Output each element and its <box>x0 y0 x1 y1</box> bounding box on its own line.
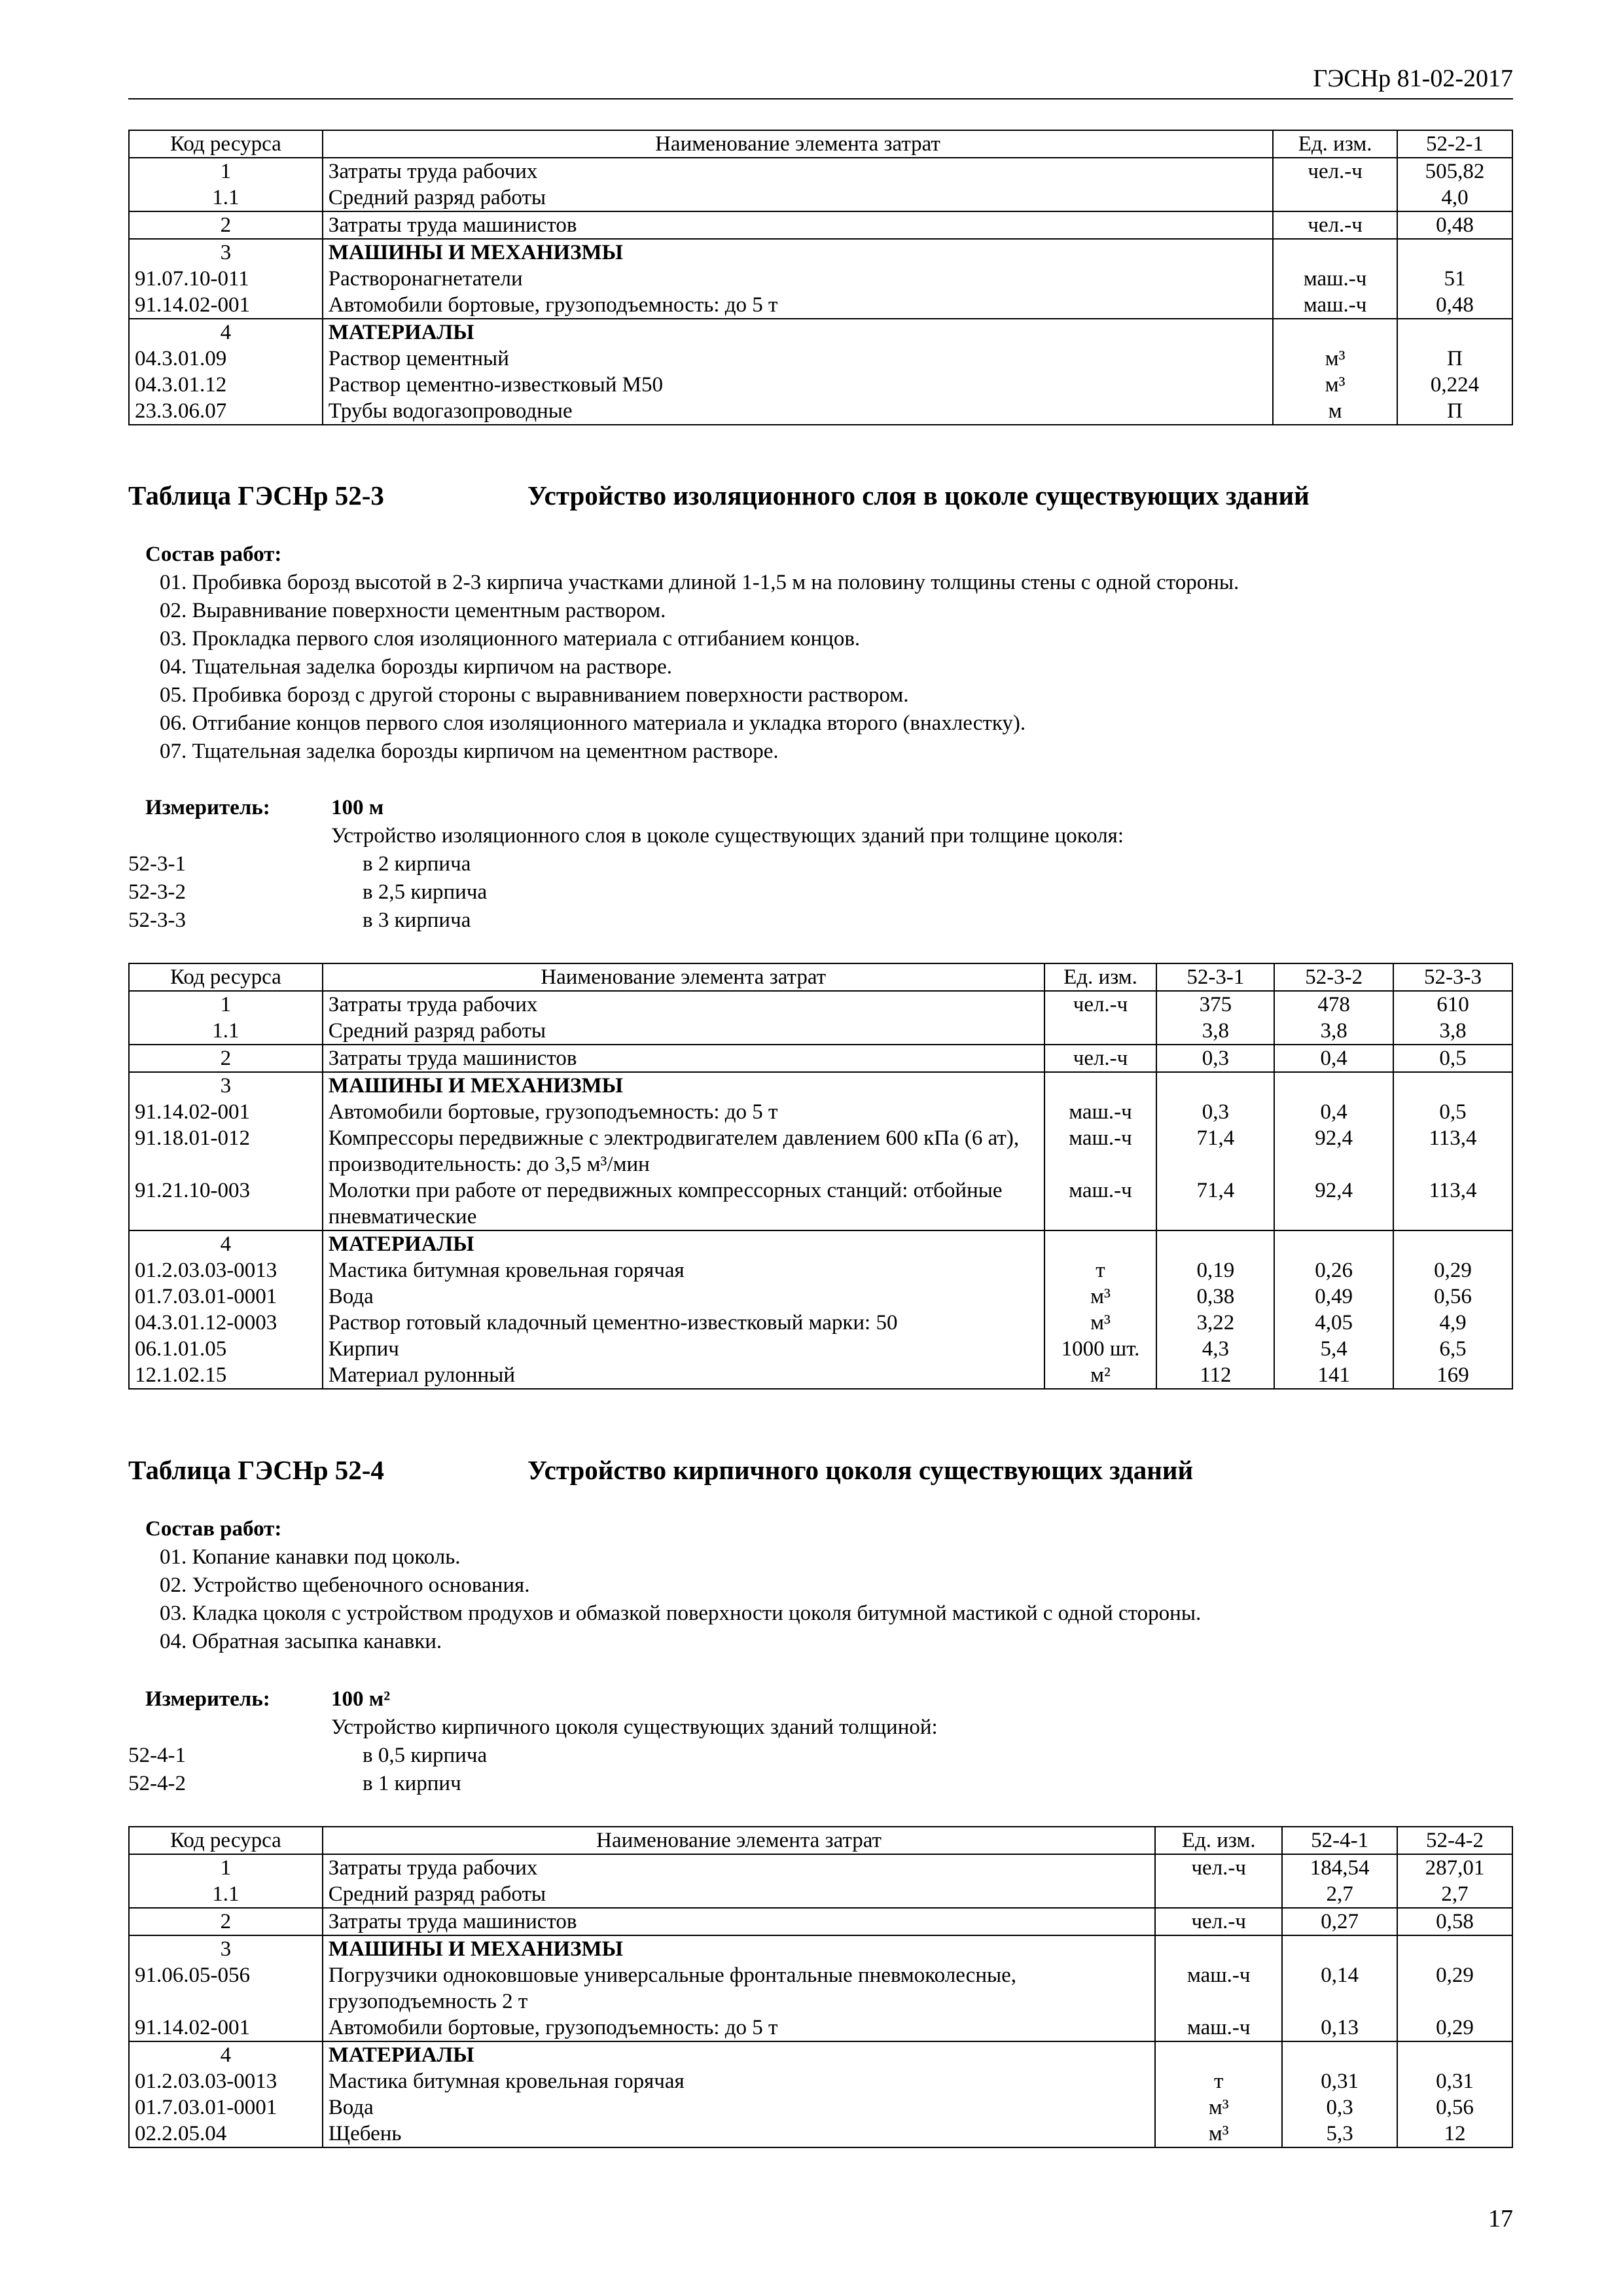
column-header: Ед. изм. <box>1044 963 1157 991</box>
resource-code: 91.18.01-012 <box>129 1125 323 1177</box>
column-header: Код ресурса <box>129 1827 323 1854</box>
variant-row <box>128 850 1513 878</box>
value-cell <box>1397 239 1512 266</box>
work-step: 02. Выравнивание поверхности цементным раствором. <box>160 599 666 622</box>
value-cell: 4,05 <box>1274 1310 1393 1336</box>
cost-element-name: Мастика битумная кровельная горячая <box>323 1257 1044 1283</box>
value-cell: 375 <box>1156 991 1274 1018</box>
value-cell: 0,48 <box>1397 211 1512 239</box>
unit-cell: м³ <box>1273 346 1397 372</box>
unit-cell <box>1044 1230 1157 1257</box>
cost-element-name: Растворонагнетатели <box>323 266 1273 292</box>
value-cell: 5,3 <box>1282 2121 1397 2147</box>
unit-cell: м³ <box>1044 1283 1157 1310</box>
work-step: 03. Прокладка первого слоя изоляционного материала с отгибанием концов. <box>160 627 861 651</box>
table-number: Таблица ГЭСНр 52-4 <box>128 1455 384 1485</box>
resource-code: 23.3.06.07 <box>129 398 323 425</box>
column-header: Ед. изм. <box>1155 1827 1282 1854</box>
column-header: Наименование элемента затрат <box>323 1827 1156 1854</box>
variant-text: в 3 кирпича <box>363 908 471 932</box>
value-cell: П <box>1397 398 1512 425</box>
unit-cell <box>1155 1935 1282 1962</box>
value-cell: 0,56 <box>1393 1283 1512 1310</box>
value-cell: 0,48 <box>1397 292 1512 319</box>
unit-cell: т <box>1155 2068 1282 2094</box>
resource-code: 06.1.01.05 <box>129 1336 323 1362</box>
value-cell <box>1282 1935 1397 1962</box>
unit-cell <box>1044 1018 1157 1045</box>
variant-code: 52-4-2 <box>128 1772 186 1795</box>
cost-element-name: Компрессоры передвижные с электродвигателем давлением 600 кПа (6 ат), производительность: до 3,5 м³/мин <box>323 1125 1044 1177</box>
table-row <box>129 211 1512 239</box>
value-cell: 0,3 <box>1282 2094 1397 2121</box>
value-cell: 478 <box>1274 991 1393 1018</box>
unit-cell <box>1273 319 1397 346</box>
page-number: 17 <box>1488 2205 1513 2233</box>
variant-text: в 1 кирпич <box>363 1772 461 1795</box>
variant-code: 52-3-3 <box>128 908 186 932</box>
column-header: Наименование элемента затрат <box>323 130 1273 158</box>
value-cell: 0,26 <box>1274 1257 1393 1283</box>
cost-element-name: Раствор цементный <box>323 346 1273 372</box>
cost-element-name: Затраты труда рабочих <box>323 1854 1156 1881</box>
resource-code: 01.7.03.01-0001 <box>129 1283 323 1310</box>
unit-cell <box>1273 239 1397 266</box>
resource-code: 12.1.02.15 <box>129 1362 323 1389</box>
value-cell: 505,82 <box>1397 158 1512 185</box>
meter-description: Устройство изоляционного слоя в цоколе существующих зданий при толщине цоколя: <box>331 824 1124 848</box>
value-cell: 3,8 <box>1393 1018 1512 1045</box>
resource-code: 04.3.01.12 <box>129 372 323 398</box>
value-cell: 0,13 <box>1282 2015 1397 2041</box>
value-cell: 0,224 <box>1397 372 1512 398</box>
resource-code: 2 <box>129 211 323 239</box>
value-cell: 0,56 <box>1397 2094 1512 2121</box>
column-header: Код ресурса <box>129 963 323 991</box>
unit-cell: чел.-ч <box>1155 1854 1282 1881</box>
work-composition-52-4 <box>145 1515 1201 1656</box>
cost-element-name: Щебень <box>323 2121 1156 2147</box>
table-row <box>129 1018 1512 1045</box>
value-cell <box>1156 1230 1274 1257</box>
table-row <box>129 2121 1512 2147</box>
column-header: Код ресурса <box>129 130 323 158</box>
value-cell: 0,31 <box>1282 2068 1397 2094</box>
column-header: 52-3-2 <box>1274 963 1393 991</box>
resource-code: 01.7.03.01-0001 <box>129 2094 323 2121</box>
value-cell: 4,9 <box>1393 1310 1512 1336</box>
cost-element-name: Кирпич <box>323 1336 1044 1362</box>
table-row <box>129 1283 1512 1310</box>
table-row <box>129 1908 1512 1935</box>
work-step: 04. Тщательная заделка борозды кирпичом на растворе. <box>160 655 673 679</box>
cost-element-name: Трубы водогазопроводные <box>323 398 1273 425</box>
work-composition-label: Состав работ: <box>145 1517 282 1541</box>
value-cell: 113,4 <box>1393 1125 1512 1177</box>
value-cell <box>1397 319 1512 346</box>
value-cell: 71,4 <box>1156 1125 1274 1177</box>
value-cell: 0,31 <box>1397 2068 1512 2094</box>
table-row <box>129 1854 1512 1881</box>
value-cell: 112 <box>1156 1362 1274 1389</box>
cost-element-name: МАТЕРИАЛЫ <box>323 1230 1044 1257</box>
unit-cell: чел.-ч <box>1044 1045 1157 1072</box>
value-cell <box>1393 1230 1512 1257</box>
work-step: 01. Копание канавки под цоколь. <box>160 1545 461 1569</box>
table-row <box>129 1362 1512 1389</box>
unit-cell: маш.-ч <box>1155 2015 1282 2041</box>
cost-element-name: Затраты труда машинистов <box>323 211 1273 239</box>
value-cell: 0,14 <box>1282 1962 1397 2015</box>
cost-element-name: Автомобили бортовые, грузоподъемность: до 5 т <box>323 292 1273 319</box>
unit-cell: м³ <box>1044 1310 1157 1336</box>
table-row <box>129 1072 1512 1099</box>
variant-text: в 0,5 кирпича <box>363 1744 488 1767</box>
value-cell: 2,7 <box>1282 1881 1397 1908</box>
value-cell <box>1397 2041 1512 2068</box>
unit-cell <box>1044 1072 1157 1099</box>
variant-row <box>128 1770 1513 1798</box>
unit-cell <box>1155 2041 1282 2068</box>
variant-code: 52-3-1 <box>128 852 186 876</box>
unit-cell <box>1273 185 1397 211</box>
unit-cell: маш.-ч <box>1273 292 1397 319</box>
value-cell: 0,5 <box>1393 1099 1512 1125</box>
value-cell: 0,29 <box>1397 1962 1512 2015</box>
resource-code: 4 <box>129 2041 323 2068</box>
unit-cell: чел.-ч <box>1273 158 1397 185</box>
value-cell: 0,5 <box>1393 1045 1512 1072</box>
resource-code: 91.14.02-001 <box>129 292 323 319</box>
table-row <box>129 319 1512 346</box>
value-cell <box>1282 2041 1397 2068</box>
value-cell <box>1274 1072 1393 1099</box>
resource-code: 1.1 <box>129 1881 323 1908</box>
table-row <box>129 1045 1512 1072</box>
value-cell: 0,58 <box>1397 1908 1512 1935</box>
meter-label: Измеритель: <box>145 1687 270 1711</box>
value-cell: 0,4 <box>1274 1045 1393 1072</box>
resource-code: 02.2.05.04 <box>129 2121 323 2147</box>
resource-code: 01.2.03.03-0013 <box>129 1257 323 1283</box>
table-row <box>129 1310 1512 1336</box>
variant-row <box>128 906 1513 935</box>
cost-element-name: Материал рулонный <box>323 1362 1044 1389</box>
table-row <box>129 1336 1512 1362</box>
unit-cell: м² <box>1044 1362 1157 1389</box>
column-header: 52-2-1 <box>1397 130 1512 158</box>
meter-unit: 100 м² <box>331 1687 391 1711</box>
cost-element-name: Раствор готовый кладочный цементно-известковый марки: 50 <box>323 1310 1044 1336</box>
work-step: 02. Устройство щебеночного основания. <box>160 1573 530 1597</box>
table-row <box>129 1935 1512 1962</box>
column-header: 52-4-1 <box>1282 1827 1397 1854</box>
value-cell <box>1156 1072 1274 1099</box>
variant-row <box>128 1742 1513 1770</box>
resource-code: 91.07.10-011 <box>129 266 323 292</box>
cost-element-name: Мастика битумная кровельная горячая <box>323 2068 1156 2094</box>
variant-row <box>128 878 1513 906</box>
meter-block-52-4 <box>128 1685 1513 1798</box>
value-cell: 0,29 <box>1397 2015 1512 2041</box>
column-header: Наименование элемента затрат <box>323 963 1044 991</box>
resource-code: 4 <box>129 319 323 346</box>
table-row <box>129 991 1512 1018</box>
value-cell: 0,27 <box>1282 1908 1397 1935</box>
table-row <box>129 1962 1512 2015</box>
value-cell: 169 <box>1393 1362 1512 1389</box>
value-cell <box>1397 1935 1512 1962</box>
work-composition-label: Состав работ: <box>145 543 282 566</box>
table-row <box>129 2015 1512 2041</box>
cost-element-name: Средний разряд работы <box>323 1018 1044 1045</box>
unit-cell: маш.-ч <box>1044 1099 1157 1125</box>
variant-text: в 2 кирпича <box>363 852 471 876</box>
cost-element-name: Автомобили бортовые, грузоподъемность: до 5 т <box>323 1099 1044 1125</box>
table-number: Таблица ГЭСНр 52-3 <box>128 480 384 511</box>
value-cell: 12 <box>1397 2121 1512 2147</box>
value-cell <box>1274 1230 1393 1257</box>
value-cell: П <box>1397 346 1512 372</box>
table-row <box>129 1177 1512 1230</box>
resource-code: 3 <box>129 239 323 266</box>
resource-code: 1.1 <box>129 185 323 211</box>
resource-code: 01.2.03.03-0013 <box>129 2068 323 2094</box>
value-cell: 3,22 <box>1156 1310 1274 1336</box>
resource-code: 91.14.02-001 <box>129 2015 323 2041</box>
work-step: 04. Обратная засыпка канавки. <box>160 1630 442 1653</box>
unit-cell: маш.-ч <box>1155 1962 1282 2015</box>
cost-element-name: Затраты труда машинистов <box>323 1908 1156 1935</box>
value-cell: 610 <box>1393 991 1512 1018</box>
table-row <box>129 1881 1512 1908</box>
resource-code: 1.1 <box>129 1018 323 1045</box>
value-cell: 287,01 <box>1397 1854 1512 1881</box>
value-cell: 0,29 <box>1393 1257 1512 1283</box>
resource-code: 2 <box>129 1045 323 1072</box>
work-composition-52-3 <box>145 541 1239 766</box>
unit-cell: т <box>1044 1257 1157 1283</box>
variant-code: 52-3-2 <box>128 880 186 904</box>
table-header-row <box>129 1827 1512 1854</box>
unit-cell: чел.-ч <box>1044 991 1157 1018</box>
cost-element-name: МАШИНЫ И МЕХАНИЗМЫ <box>323 1935 1156 1962</box>
resource-code: 1 <box>129 158 323 185</box>
table-row <box>129 266 1512 292</box>
cost-element-name: Затраты труда рабочих <box>323 991 1044 1018</box>
table-row <box>129 398 1512 425</box>
cost-element-name: Вода <box>323 2094 1156 2121</box>
value-cell: 141 <box>1274 1362 1393 1389</box>
value-cell: 0,38 <box>1156 1283 1274 1310</box>
value-cell: 0,4 <box>1274 1099 1393 1125</box>
work-step: 01. Пробивка борозд высотой в 2-3 кирпича участками длиной 1-1,5 м на половину толщины стены с одной стороны. <box>160 571 1240 594</box>
resource-code: 91.06.05-056 <box>129 1962 323 2015</box>
table-row <box>129 2041 1512 2068</box>
value-cell: 184,54 <box>1282 1854 1397 1881</box>
cost-element-name: Автомобили бортовые, грузоподъемность: до 5 т <box>323 2015 1156 2041</box>
table-row <box>129 185 1512 211</box>
table-row <box>129 346 1512 372</box>
cost-element-name: Средний разряд работы <box>323 185 1273 211</box>
resource-code: 1 <box>129 991 323 1018</box>
unit-cell: маш.-ч <box>1273 266 1397 292</box>
value-cell: 2,7 <box>1397 1881 1512 1908</box>
work-step: 05. Пробивка борозд с другой стороны с выравниванием поверхности раствором. <box>160 683 909 707</box>
cost-element-name: МАШИНЫ И МЕХАНИЗМЫ <box>323 1072 1044 1099</box>
resource-code: 4 <box>129 1230 323 1257</box>
value-cell: 6,5 <box>1393 1336 1512 1362</box>
resource-code: 3 <box>129 1072 323 1099</box>
cost-element-name: МАШИНЫ И МЕХАНИЗМЫ <box>323 239 1273 266</box>
resource-table-52-4 <box>128 1826 1513 2148</box>
table-row <box>129 158 1512 185</box>
value-cell: 4,0 <box>1397 185 1512 211</box>
work-step: 03. Кладка цоколя с устройством продухов и обмазкой поверхности цоколя битумной мастикой с одной стороны. <box>160 1602 1202 1625</box>
meter-block-52-3 <box>128 794 1513 935</box>
work-step: 07. Тщательная заделка борозды кирпичом на цементном растворе. <box>160 740 779 763</box>
column-header: 52-4-2 <box>1397 1827 1512 1854</box>
table-row <box>129 2068 1512 2094</box>
value-cell: 0,3 <box>1156 1045 1274 1072</box>
value-cell: 51 <box>1397 266 1512 292</box>
cost-element-name: МАТЕРИАЛЫ <box>323 319 1273 346</box>
cost-element-name: Затраты труда рабочих <box>323 158 1273 185</box>
cost-element-name: Вода <box>323 1283 1044 1310</box>
value-cell: 92,4 <box>1274 1125 1393 1177</box>
value-cell <box>1393 1072 1512 1099</box>
table-row <box>129 2094 1512 2121</box>
table-header-row <box>129 963 1512 991</box>
cost-element-name: Погрузчики одноковшовые универсальные фронтальные пневмоколесные, грузоподъемность 2 т <box>323 1962 1156 2015</box>
header-rule <box>128 98 1513 99</box>
value-cell: 4,3 <box>1156 1336 1274 1362</box>
value-cell: 0,49 <box>1274 1283 1393 1310</box>
unit-cell: маш.-ч <box>1044 1177 1157 1230</box>
unit-cell: 1000 шт. <box>1044 1336 1157 1362</box>
resource-code: 04.3.01.12-0003 <box>129 1310 323 1336</box>
unit-cell: м³ <box>1155 2094 1282 2121</box>
value-cell: 92,4 <box>1274 1177 1393 1230</box>
value-cell: 71,4 <box>1156 1177 1274 1230</box>
unit-cell: маш.-ч <box>1044 1125 1157 1177</box>
variant-text: в 2,5 кирпича <box>363 880 488 904</box>
resource-code: 2 <box>129 1908 323 1935</box>
unit-cell: чел.-ч <box>1155 1908 1282 1935</box>
meter-label: Измеритель: <box>145 796 270 819</box>
value-cell: 3,8 <box>1156 1018 1274 1045</box>
cost-element-name: Раствор цементно-известковый М50 <box>323 372 1273 398</box>
resource-table-52-2 <box>128 130 1513 425</box>
unit-cell: м <box>1273 398 1397 425</box>
table-caption: Устройство изоляционного слоя в цоколе существующих зданий <box>527 480 1310 511</box>
table-row <box>129 1125 1512 1177</box>
table-row <box>129 292 1512 319</box>
document-code: ГЭСНр 81-02-2017 <box>1313 65 1513 92</box>
table-row <box>129 1230 1512 1257</box>
resource-table-52-3 <box>128 963 1513 1390</box>
unit-cell: м³ <box>1155 2121 1282 2147</box>
value-cell: 113,4 <box>1393 1177 1512 1230</box>
resource-code: 91.21.10-003 <box>129 1177 323 1230</box>
resource-code: 04.3.01.09 <box>129 346 323 372</box>
value-cell: 0,19 <box>1156 1257 1274 1283</box>
column-header: Ед. изм. <box>1273 130 1397 158</box>
column-header: 52-3-3 <box>1393 963 1512 991</box>
table-header-row <box>129 130 1512 158</box>
value-cell: 5,4 <box>1274 1336 1393 1362</box>
meter-unit: 100 м <box>331 796 384 819</box>
cost-element-name: Молотки при работе от передвижных компрессорных станций: отбойные пневматические <box>323 1177 1044 1230</box>
cost-element-name: МАТЕРИАЛЫ <box>323 2041 1156 2068</box>
resource-code: 3 <box>129 1935 323 1962</box>
work-step: 06. Отгибание концов первого слоя изоляционного материала и укладка второго (внахлестку). <box>160 711 1026 735</box>
cost-element-name: Затраты труда машинистов <box>323 1045 1044 1072</box>
unit-cell: м³ <box>1273 372 1397 398</box>
table-caption: Устройство кирпичного цоколя существующих зданий <box>527 1455 1194 1485</box>
unit-cell: чел.-ч <box>1273 211 1397 239</box>
table-row <box>129 1099 1512 1125</box>
value-cell: 0,3 <box>1156 1099 1274 1125</box>
table-title-52-4 <box>128 1454 1193 1486</box>
meter-description: Устройство кирпичного цоколя существующих зданий толщиной: <box>331 1715 938 1739</box>
table-row <box>129 372 1512 398</box>
column-header: 52-3-1 <box>1156 963 1274 991</box>
variant-code: 52-4-1 <box>128 1744 186 1767</box>
table-row <box>129 239 1512 266</box>
table-row <box>129 1257 1512 1283</box>
unit-cell <box>1155 1881 1282 1908</box>
table-title-52-3 <box>128 480 1310 511</box>
value-cell: 3,8 <box>1274 1018 1393 1045</box>
resource-code: 1 <box>129 1854 323 1881</box>
resource-code: 91.14.02-001 <box>129 1099 323 1125</box>
cost-element-name: Средний разряд работы <box>323 1881 1156 1908</box>
